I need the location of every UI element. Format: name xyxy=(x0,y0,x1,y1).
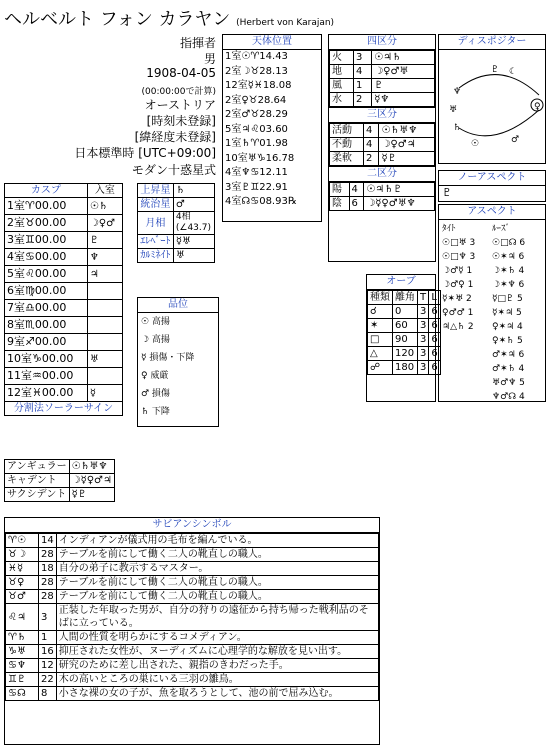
svg-text:♇: ♇ xyxy=(491,65,500,75)
dignity-row: ☽ 高揚 xyxy=(141,335,170,345)
quad-count: 2 xyxy=(354,93,372,107)
planet-position-row: 12室☿♓18.08 xyxy=(225,80,292,91)
cusp-title: カスプ xyxy=(5,184,88,198)
svg-text:☉: ☉ xyxy=(471,139,480,149)
rule-value: ♂ xyxy=(173,198,214,212)
culm-value: ♅ xyxy=(173,249,214,263)
quad-key: 火 xyxy=(330,51,354,65)
aspect-title: アスペクト xyxy=(439,205,545,220)
planet-position-row: 1室☉♈14.43 xyxy=(225,51,288,62)
aspect-loose-item: ♆♂☊ 4 xyxy=(492,392,525,402)
orb-cell-t: 3 xyxy=(418,361,429,375)
sabian-text: 木の高いところの巣にいる三羽の雛鳥。 xyxy=(56,673,378,687)
tri-row xyxy=(330,124,435,138)
aspect-loose-item: ☿✶♃ 5 xyxy=(492,308,522,318)
name-en: (Herbert von Karajan) xyxy=(236,18,335,28)
quad-count: 1 xyxy=(354,79,372,93)
dual-count: 6 xyxy=(349,197,364,211)
sabian-text: インディアンが儀式用の毛布を編んでいる。 xyxy=(56,534,378,548)
dual-key: 陰 xyxy=(330,197,350,211)
cusp-house: 2室♉00.00 xyxy=(5,215,88,232)
angular-key: アンギュラー xyxy=(5,460,70,474)
culm-label: ｶﾙﾐﾈｲﾄ xyxy=(138,249,174,263)
aspect-loose-item: ☽✶♆ 6 xyxy=(492,280,525,290)
cusp-house: 5室♌00.00 xyxy=(5,266,88,283)
aspect-tight-label: ﾀｲﾄ xyxy=(442,224,456,234)
aspect-tight-item: ♀♂♂ 1 xyxy=(442,308,474,318)
sabian-row xyxy=(6,687,379,701)
aspect-loose-item: ♂✶♄ 4 xyxy=(492,364,525,374)
sabian-symbol: ♈☉ xyxy=(6,534,39,548)
planet-positions-title: 天体位置 xyxy=(223,35,321,50)
cusp-row xyxy=(5,317,123,334)
tri-row xyxy=(330,152,435,166)
tri-key: 活動 xyxy=(330,124,364,138)
angular-key: サクシデント xyxy=(5,488,70,502)
sabian-text: テーブルを前にして働く二人の靴直しの職人。 xyxy=(56,548,378,562)
sabian-symbol: ♋☊ xyxy=(6,687,39,701)
orb-cell-s: ✶ xyxy=(368,319,393,333)
orb-cell-a: 60 xyxy=(393,319,418,333)
svg-text:♅: ♅ xyxy=(449,105,458,115)
timezone: 日本標準時 [UTC+09:00] xyxy=(74,146,216,160)
svg-text:♆: ♆ xyxy=(453,87,462,97)
planet-position-row: 1室♄♈01.98 xyxy=(225,138,288,149)
orb-header-h2: 離角 xyxy=(393,291,418,305)
coord-unknown: [緯経度未登録] xyxy=(134,130,216,144)
sabian-degree: 14 xyxy=(39,534,57,548)
cusp-row xyxy=(5,300,123,317)
sabian-text: 人間の性質を明らかにするコメディアン。 xyxy=(56,631,378,645)
angular-planets: ☽☿♀♂♃ xyxy=(69,474,114,488)
orb-header-h1: 種類 xyxy=(368,291,393,305)
cusp-house: 12室♓00.00 xyxy=(5,385,88,402)
dual-title: 二区分 xyxy=(329,166,435,182)
quad-key: 水 xyxy=(330,93,354,107)
cusp-house: 4室♋00.00 xyxy=(5,249,88,266)
elev-value: ☿♅ xyxy=(173,235,214,249)
planet-position-row: 4室☊♋08.93℞ xyxy=(225,196,297,207)
sabian-degree: 28 xyxy=(39,576,57,590)
orb-cell-a: 0 xyxy=(393,305,418,319)
sabian-degree: 28 xyxy=(39,548,57,562)
cusp-footer: 分割法ソーラーサイン xyxy=(5,402,123,416)
cusp-planets: ♅ xyxy=(87,351,122,368)
aspect-tight-item: ☽♂☿ 1 xyxy=(442,266,473,276)
sabian-degree: 8 xyxy=(39,687,57,701)
sabian-text: 自分の弟子に教示するマスター。 xyxy=(56,562,378,576)
sabian-row xyxy=(6,659,379,673)
sabian-row xyxy=(6,604,379,631)
orb-cell-a: 120 xyxy=(393,347,418,361)
aspect-tight-item: ☽♂♀ 1 xyxy=(442,280,474,290)
svg-text:♂: ♂ xyxy=(511,135,520,145)
cusp-col2: 入室 xyxy=(87,184,122,198)
sabian-symbol: ♉♂ xyxy=(6,590,39,604)
dignity-row: ♂ 損傷 xyxy=(141,389,170,399)
cusp-row xyxy=(5,283,123,300)
quad-row xyxy=(330,51,435,65)
aspect-loose-item: ☉✶♃ 6 xyxy=(492,252,525,262)
aspect-loose-item: ♀✶♃ 4 xyxy=(492,322,523,332)
cusp-house: 10室♑00.00 xyxy=(5,351,88,368)
moon-label: 月相 xyxy=(138,212,174,235)
sabian-row xyxy=(6,673,379,687)
orb-cell-t: 3 xyxy=(418,333,429,347)
aspect-tight-item: ☉□♆ 3 xyxy=(442,252,476,262)
elev-label: ｴﾚﾍﾞｰﾄ xyxy=(138,235,174,249)
sabian-symbol: ♋♆ xyxy=(6,659,39,673)
aspect-loose-item: ♅♂♆ 5 xyxy=(492,378,525,388)
dual-key: 陽 xyxy=(330,183,350,197)
sabian-symbol: ♉♀ xyxy=(6,576,39,590)
no-aspect-box xyxy=(438,170,546,202)
aspect-loose-item: ♂✶♃ 6 xyxy=(492,350,525,360)
sabian-degree: 1 xyxy=(39,631,57,645)
orb-cell-t: 3 xyxy=(418,347,429,361)
aspect-box xyxy=(438,204,546,402)
orb-cell-a: 90 xyxy=(393,333,418,347)
sabian-symbol: ♊♇ xyxy=(6,673,39,687)
sabian-symbol: ♈♄ xyxy=(6,631,39,645)
orb-cell-l: 6 xyxy=(429,319,440,333)
dignity-row: ☿ 損傷・下降 xyxy=(141,353,195,363)
time-note: (00:00:00で計算) xyxy=(141,87,216,97)
orb-cell-s: ☍ xyxy=(368,361,393,375)
sabian-text: 正装した年取った男が、自分の狩りの遠征から持ち帰った戦利品のそばに立っている。 xyxy=(56,604,378,631)
quad-count: 4 xyxy=(354,65,372,79)
quad-key: 風 xyxy=(330,79,354,93)
tri-row xyxy=(330,138,435,152)
orb-cell-l: 6 xyxy=(429,333,440,347)
sabian-symbol: ♉☽ xyxy=(6,548,39,562)
aspect-tight-item: ☉□♅ 3 xyxy=(442,238,476,248)
quad-title: 四区分 xyxy=(329,35,435,50)
dignity-row: ♄ 下降 xyxy=(141,407,170,417)
aspect-tight-item: ♃△♄ 2 xyxy=(442,322,474,332)
orb-cell-s: ☌ xyxy=(368,305,393,319)
planets-model: モダン十惑星式 xyxy=(131,163,216,177)
orb-row xyxy=(368,361,441,375)
cusp-row xyxy=(5,232,123,249)
orb-row xyxy=(368,347,441,361)
cusp-row xyxy=(5,334,123,351)
orb-row xyxy=(368,319,441,333)
svg-text:☾: ☾ xyxy=(509,67,518,77)
angular-row xyxy=(5,488,115,502)
angular-table xyxy=(4,459,115,502)
sex: 男 xyxy=(203,52,216,66)
dual-planets: ☉♃♄♇ xyxy=(364,183,435,197)
birth-date: 1908-04-05 xyxy=(146,66,216,80)
sabian-text: テーブルを前にして働く二人の靴直しの職人。 xyxy=(56,576,378,590)
tri-title: 三区分 xyxy=(329,107,435,123)
sabian-title: サビアンシンボル xyxy=(5,518,379,533)
dignity-title: 品位 xyxy=(138,298,218,313)
quad-planets: ♇ xyxy=(372,79,435,93)
sabian-text: 抑圧された女性が、ヌーディズムに心理学的な解放を見い出す。 xyxy=(56,645,378,659)
angular-planets: ☉♄♅♆ xyxy=(69,460,114,474)
quad-row xyxy=(330,65,435,79)
sabian-degree: 16 xyxy=(39,645,57,659)
orb-header-h3: T xyxy=(418,291,429,305)
planet-position-row: 2室☽♉28.13 xyxy=(225,65,288,77)
angular-key: キャデント xyxy=(5,474,70,488)
cusp-row xyxy=(5,249,123,266)
dual-count: 4 xyxy=(349,183,364,197)
orb-box xyxy=(366,274,436,402)
tri-planets: ☽♀♂♃ xyxy=(379,138,435,152)
cusp-planets: ☽♀♂ xyxy=(87,215,122,232)
angular-row xyxy=(5,474,115,488)
orb-cell-t: 3 xyxy=(418,305,429,319)
planet-position-row: 4室♆♋12.11 xyxy=(225,167,288,178)
page-title xyxy=(4,5,334,31)
sabian-degree: 22 xyxy=(39,673,57,687)
time-unknown: [時刻未登録] xyxy=(146,114,216,128)
quad-planets: ☿♆ xyxy=(372,93,435,107)
cusp-house: 6室♍00.00 xyxy=(5,283,88,300)
dual-row xyxy=(330,197,435,211)
sabian-degree: 3 xyxy=(39,604,57,631)
dignity-row: ♀ 威厳 xyxy=(141,371,169,381)
cusp-house: 11室♒00.00 xyxy=(5,368,88,385)
sabian-text: テーブルを前にして働く二人の靴直しの職人。 xyxy=(56,590,378,604)
angular-row xyxy=(5,460,115,474)
cusp-house: 7室♎00.00 xyxy=(5,300,88,317)
sabian-degree: 18 xyxy=(39,562,57,576)
aspect-loose-item: ☿□♇ 5 xyxy=(492,294,523,304)
birth-place: オーストリア xyxy=(144,98,216,112)
dual-planets: ☽☿♀♂♅♆ xyxy=(364,197,435,211)
orb-cell-l: 6 xyxy=(429,347,440,361)
tri-key: 不動 xyxy=(330,138,364,152)
planet-positions xyxy=(222,34,322,222)
dignity-box xyxy=(137,297,219,427)
cusp-house: 3室♊00.00 xyxy=(5,232,88,249)
asc-label: 上昇星 xyxy=(138,184,174,198)
dispositor-diagram xyxy=(439,50,545,162)
orb-cell-l: 6 xyxy=(429,305,440,319)
sabian-degree: 28 xyxy=(39,590,57,604)
quad-count: 3 xyxy=(354,51,372,65)
no-aspect-value: ♇ xyxy=(442,186,452,199)
quad-planets: ☽♀♂♅ xyxy=(372,65,435,79)
quad-key: 地 xyxy=(330,65,354,79)
planet-position-row: 2室♀♉28.64 xyxy=(225,94,287,106)
cusp-planets xyxy=(87,368,122,385)
tri-key: 柔軟 xyxy=(330,152,364,166)
cusp-row xyxy=(5,198,123,215)
svg-text:♄: ♄ xyxy=(453,123,462,133)
quad-row xyxy=(330,79,435,93)
planet-position-row: 2室♂♉28.29 xyxy=(225,109,288,120)
cusp-row xyxy=(5,351,123,368)
sabian-row xyxy=(6,590,379,604)
cusp-house: 1室♈00.00 xyxy=(5,198,88,215)
aspect-tight-item: ☿✶♅ 2 xyxy=(442,294,472,304)
sabian-text: 小さな裸の女の子が、魚を取ろうとして、池の前で屈み込む。 xyxy=(56,687,378,701)
aspect-loose-item: ☽✶♄ 4 xyxy=(492,266,525,276)
cusp-table xyxy=(4,183,123,416)
orb-cell-s: □ xyxy=(368,333,393,347)
sabian-symbol: ♑♅ xyxy=(6,645,39,659)
sabian-row xyxy=(6,534,379,548)
tri-planets: ☉♄♅♆ xyxy=(379,124,435,138)
tri-count: 4 xyxy=(363,138,378,152)
orb-row xyxy=(368,305,441,319)
planet-position-row: 3室♇♊22.91 xyxy=(225,181,288,193)
elements-box xyxy=(328,34,436,262)
orb-cell-s: △ xyxy=(368,347,393,361)
no-aspect-title: ノーアスペクト xyxy=(439,171,545,186)
orb-header-h4: L xyxy=(429,291,440,305)
planet-position-row: 5室♃♌03.60 xyxy=(225,123,288,135)
cusp-row xyxy=(5,385,123,402)
sabian-row xyxy=(6,562,379,576)
sabian-row xyxy=(6,645,379,659)
cusp-planets xyxy=(87,300,122,317)
cusp-planets xyxy=(87,334,122,351)
aspect-loose-item: ☉□☊ 6 xyxy=(492,238,526,248)
cusp-planets: ☿ xyxy=(87,385,122,402)
dignity-row: ☉ 高揚 xyxy=(141,317,170,327)
asc-value: ♄ xyxy=(173,184,214,198)
cusp-house: 8室♏00.00 xyxy=(5,317,88,334)
sabian-symbol: ♌♃ xyxy=(6,604,39,631)
planet-position-row: 10室♅♑16.78 xyxy=(225,152,295,164)
cusp-planets xyxy=(87,317,122,334)
sabian-row xyxy=(6,631,379,645)
orb-row xyxy=(368,333,441,347)
sabian-text: 研究のために差し出された、親指のきわだった手。 xyxy=(56,659,378,673)
dispositor-box xyxy=(438,34,546,164)
orb-cell-a: 180 xyxy=(393,361,418,375)
cusp-planets: ♆ xyxy=(87,249,122,266)
orb-cell-t: 3 xyxy=(418,319,429,333)
rule-label: 統治星 xyxy=(138,198,174,212)
moon-angle: (∠43.7) xyxy=(175,223,211,233)
sabian-row xyxy=(6,576,379,590)
tri-count: 4 xyxy=(363,124,378,138)
rulers-table xyxy=(137,183,215,263)
cusp-house: 9室♐00.00 xyxy=(5,334,88,351)
dual-row xyxy=(330,183,435,197)
cusp-planets xyxy=(87,283,122,300)
svg-text:♀: ♀ xyxy=(534,102,541,112)
moon-value: 4相 xyxy=(175,212,191,222)
role: 指揮者 xyxy=(179,36,216,50)
tri-planets: ☿♇ xyxy=(379,152,435,166)
sabian-row xyxy=(6,548,379,562)
tri-count: 2 xyxy=(363,152,378,166)
cusp-planets: ♇ xyxy=(87,232,122,249)
cusp-planets: ☉♄ xyxy=(87,198,122,215)
dispositor-title: ディスポジター xyxy=(439,35,545,50)
quad-row xyxy=(330,93,435,107)
cusp-row xyxy=(5,215,123,232)
aspect-loose-item: ♀✶♄ 5 xyxy=(492,336,523,346)
cusp-planets: ♃ xyxy=(87,266,122,283)
quad-planets: ☉♃♄ xyxy=(372,51,435,65)
orb-title: オーブ xyxy=(367,275,435,290)
aspect-loose-label: ﾙｰｽﾞ xyxy=(492,224,511,234)
angular-planets: ☿♇ xyxy=(69,488,114,502)
sabian-symbol: ♓☿ xyxy=(6,562,39,576)
name-label: ヘルベルト フォン カラヤン xyxy=(4,9,231,30)
orb-cell-l: 6 xyxy=(429,361,440,375)
sabian-degree: 12 xyxy=(39,659,57,673)
sabian-box xyxy=(4,517,380,745)
cusp-row xyxy=(5,266,123,283)
cusp-row xyxy=(5,368,123,385)
